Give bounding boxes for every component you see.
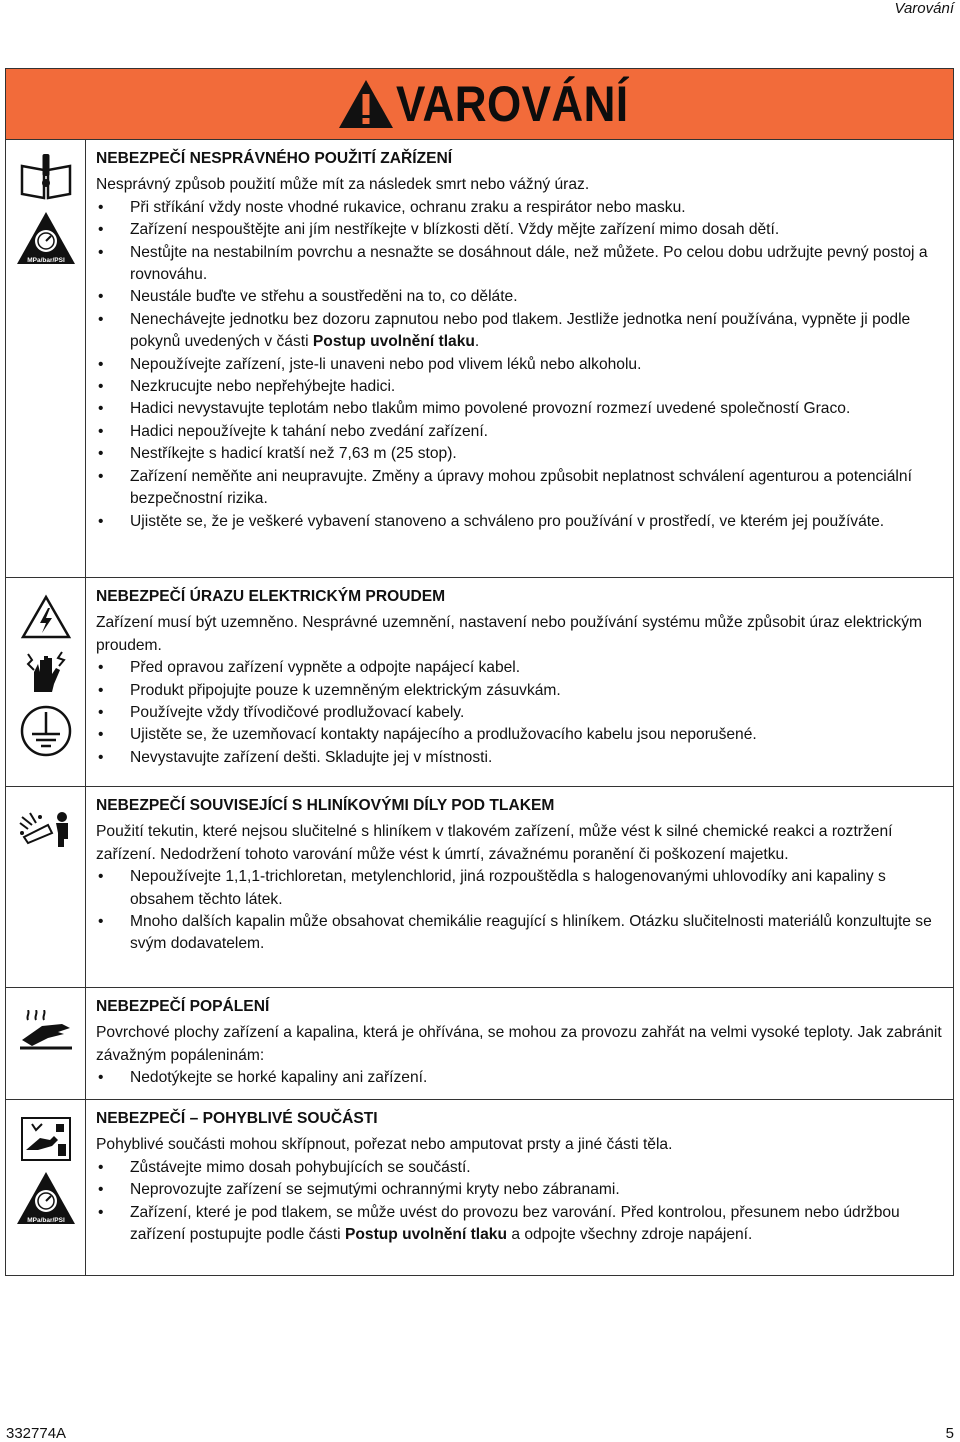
running-head: Varování (894, 0, 954, 17)
ground-icon (19, 704, 73, 758)
list-item: • Používejte vždy třívodičové prodlužovací kabely. (96, 702, 943, 724)
section-heading: NEBEZPEČÍ ÚRAZU ELEKTRICKÝM PROUDEM (96, 588, 446, 605)
bullet-list (96, 1157, 943, 1247)
list-item: • Nezkrucujte nebo nepřehýbejte hadici. (96, 376, 943, 398)
list-item: • Hadici nepoužívejte k tahání nebo zvedání zařízení. (96, 421, 943, 443)
list-item: • Zařízení nespouštějte ani jím nestříkejte v blízkosti dětí. Vždy mějte zařízení mimo dosah dětí. (96, 219, 943, 241)
gauge-label: MPa/bar/PSI (26, 257, 65, 264)
doc-number: 332774A (6, 1425, 67, 1442)
list-item: • Nevystavujte zařízení dešti. Skladujte jej v místnosti. (96, 747, 943, 769)
section-intro: Povrchové plochy zařízení a kapalina, která je ohřívána, se mohou za provozu zahřát na velmi vysoké teploty. Jak zabránit závažným popáleninám: (96, 1024, 942, 1064)
list-item: • Zůstávejte mimo dosah pohybujících se součástí. (96, 1157, 943, 1179)
electric-shock-hand-icon (26, 650, 66, 694)
list-item: • Ujistěte se, že je veškeré vybavení stanoveno a schváleno pro používání v prostředí, ve kterém jej používáte. (96, 511, 943, 533)
list-item: • Nenechávejte jednotku bez dozoru zapnutou nebo pod tlakem. Jestliže jednotka není používána, vypněte ji podle pokynů uvedených v části Postup uvolnění tlaku. (96, 309, 943, 354)
hot-surface-icon (18, 1010, 74, 1050)
section-intro: Použití tekutin, které nejsou slučitelné s hliníkem v tlakovém zařízení, může vést k silné chemické reakci a roztržení zařízení. Nedodržení tohoto varování může vést k úmrtí, závažnému poranění či poškození majetku. (96, 823, 893, 863)
section-heading: NEBEZPEČÍ NESPRÁVNÉHO POUŽITÍ ZAŘÍZENÍ (96, 150, 453, 167)
list-item: • Při stříkání vždy noste vhodné rukavice, ochranu zraku a respirátor nebo masku. (96, 197, 943, 219)
pressurized-aluminum-burst-icon (18, 809, 74, 849)
list-item: • Zařízení, které je pod tlakem, se může uvést do provozu bez varování. Před kontrolou, přesunem nebo údržbou zařízení postupujte podle části Postup uvolnění tlaku a odpojte všechny zdroje napájení. (96, 1202, 943, 1247)
warning-triangle-icon (336, 77, 396, 131)
list-item: • Neustále buďte ve střehu a soustředěni na to, co děláte. (96, 286, 943, 308)
gauge-label: MPa/bar/PSI (26, 1217, 65, 1224)
section-intro: Pohyblivé součásti mohou skřípnout, pořezat nebo amputovat prsty a jiné části těla. (96, 1136, 673, 1154)
pressure-gauge-icon (15, 210, 77, 266)
burn-section (6, 988, 953, 1100)
list-item: • Hadici nevystavujte teplotám nebo tlakům mimo povolené provozní rozmezí uvedené společností Graco. (96, 398, 943, 420)
section-heading: NEBEZPEČÍ POPÁLENÍ (96, 998, 270, 1015)
list-item: • Nedotýkejte se horké kapaliny ani zařízení. (96, 1067, 943, 1089)
pressure-relief-ref: Postup uvolnění tlaku (312, 333, 475, 351)
bullet-list (96, 197, 943, 533)
aluminum-section (6, 787, 953, 988)
list-item: • Mnoho dalších kapalin může obsahovat chemikálie reagující s hliníkem. Otázku slučitelnosti materiálů konzultujte se svým dodavatelem. (96, 911, 943, 956)
bullet-list (96, 657, 943, 769)
list-item: • Před opravou zařízení vypněte a odpojte napájecí kabel. (96, 657, 943, 679)
list-item: • Nestříkejte s hadicí kratší než 7,63 m (25 stop). (96, 443, 943, 465)
electric-hazard-icon (20, 594, 72, 640)
read-manual-icon (18, 152, 74, 202)
moving-parts-section (6, 1100, 953, 1275)
section-intro: Nesprávný způsob použití může mít za následek smrt nebo vážný úraz. (96, 176, 590, 194)
list-item: • Nestůjte na nestabilním povrchu a nesnažte se dosáhnout dále, než můžete. Po celou dobu udržujte pevný postoj a rovnováhu. (96, 242, 943, 287)
list-item: • Neprovozujte zařízení se sejmutými ochrannými kryty nebo zábranami. (96, 1179, 943, 1201)
pressure-relief-ref: Postup uvolnění tlaku (344, 1226, 507, 1244)
misuse-section (6, 140, 953, 578)
list-item: • Nepoužívejte zařízení, jste-li unaveni nebo pod vlivem léků nebo alkoholu. (96, 354, 943, 376)
section-heading: NEBEZPEČÍ SOUVISEJÍCÍ S HLINÍKOVÝMI DÍLY POD TLAKEM (96, 797, 555, 814)
page-number: 5 (945, 1425, 954, 1442)
bullet-list (96, 866, 943, 956)
list-item: • Nepoužívejte 1,1,1-trichloretan, metylenchlorid, jiná rozpouštědla s halogenovanými uhlovodíky ani kapaliny s obsahem těchto látek. (96, 866, 943, 911)
list-item: • Zařízení neměňte ani neupravujte. Změny a úpravy mohou způsobit neplatnost schválení agenturou a potenciální bezpečnostní rizika. (96, 466, 943, 511)
section-intro: Zařízení musí být uzemněno. Nesprávné uzemnění, nastavení nebo používání systému může způsobit úraz elektrickým proudem. (96, 614, 923, 654)
list-item: • Produkt připojujte pouze k uzemněným elektrickým zásuvkám. (96, 680, 943, 702)
warning-banner (6, 69, 953, 140)
section-heading: NEBEZPEČÍ – POHYBLIVÉ SOUČÁSTI (96, 1110, 378, 1127)
banner-title: VAROVÁNÍ (396, 76, 629, 132)
moving-parts-hand-icon (20, 1116, 72, 1162)
list-item: • Ujistěte se, že uzemňovací kontakty napájecího a prodlužovacího kabelu jsou neporušené. (96, 724, 943, 746)
electric-section (6, 578, 953, 787)
warnings-table (5, 68, 954, 1276)
pressure-gauge-icon (15, 1170, 77, 1226)
bullet-list (96, 1067, 943, 1089)
